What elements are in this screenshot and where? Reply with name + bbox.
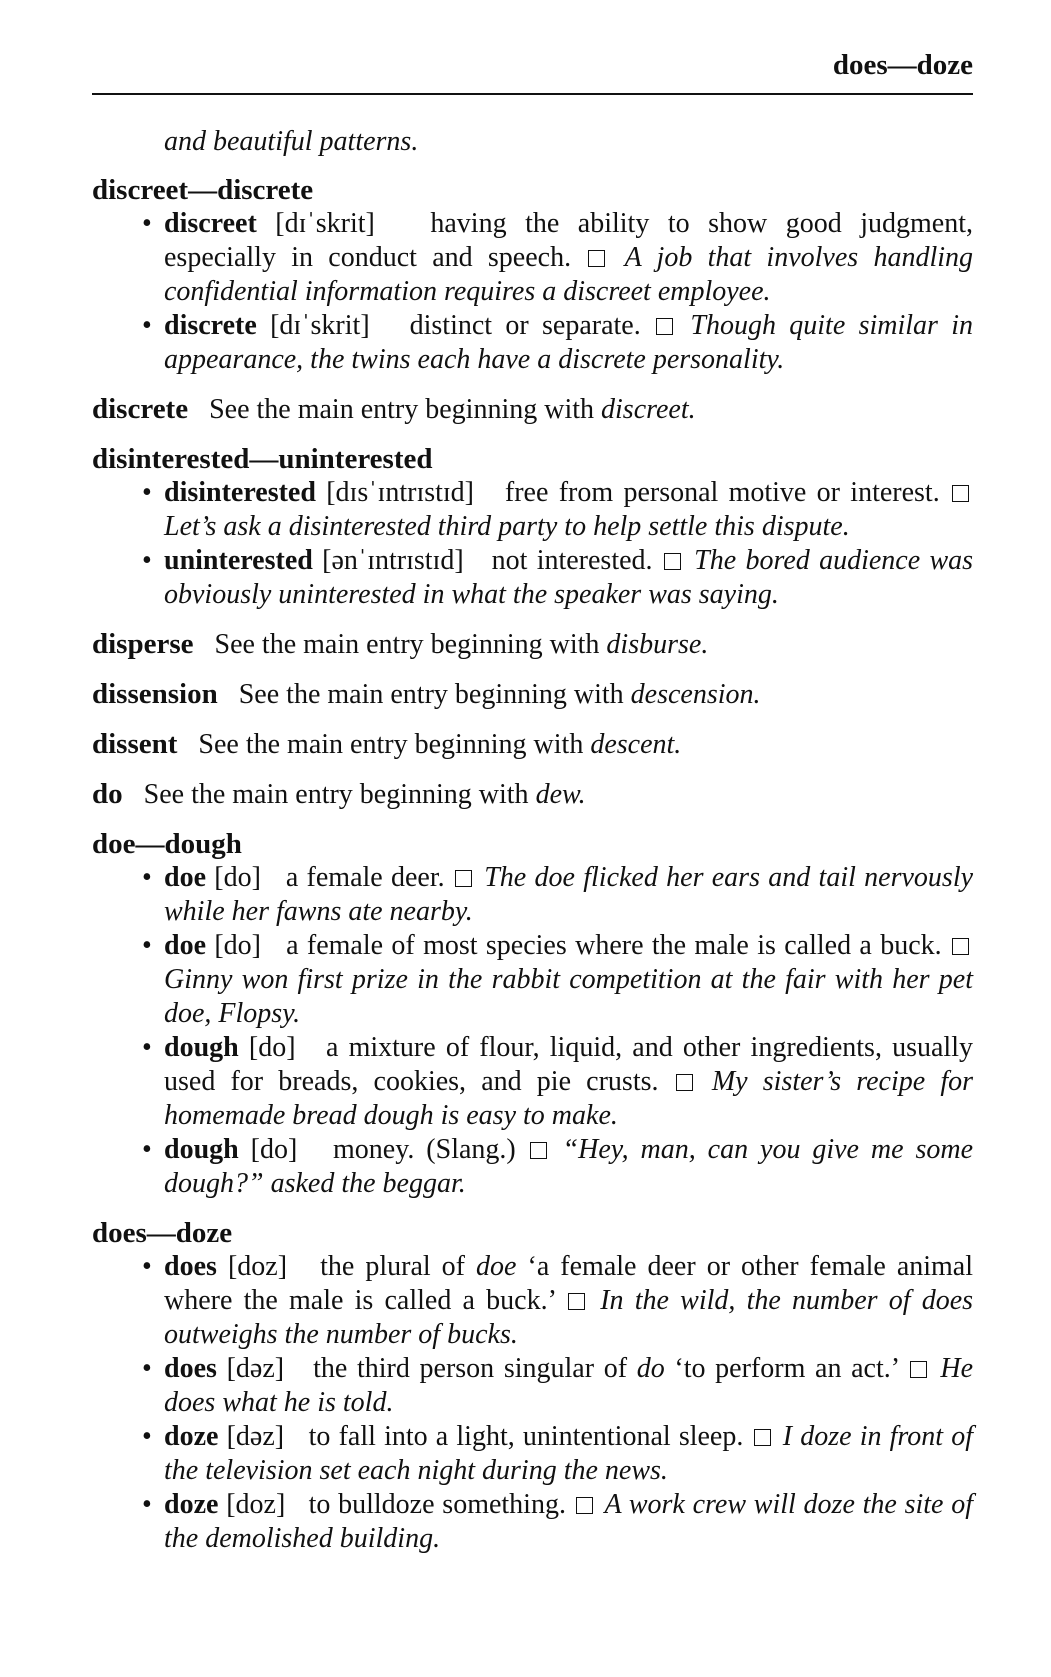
- definition: a female deer.: [285, 862, 445, 893]
- headword: doe—dough: [92, 828, 242, 860]
- definition: the third person singular of: [313, 1353, 628, 1384]
- continuation-text: and beautiful patterns.: [164, 126, 419, 157]
- example-box-icon: [576, 1497, 593, 1514]
- example-box-icon: [676, 1074, 693, 1091]
- sense: [164, 1352, 973, 1420]
- see-target: descension.: [630, 679, 761, 710]
- pronunciation: [dəz]: [226, 1421, 285, 1452]
- sense-word: uninterested: [164, 545, 313, 576]
- headword: discrete: [92, 393, 189, 425]
- definition: distinct or separate.: [409, 310, 641, 341]
- see-text: See the main entry beginning with: [198, 729, 584, 760]
- pronunciation: [do]: [250, 1134, 298, 1165]
- see-target: descent.: [590, 729, 682, 760]
- sense: [164, 1250, 973, 1352]
- example-box-icon: [656, 318, 673, 335]
- headword: disperse: [92, 628, 194, 660]
- sense-word: dough: [164, 1134, 239, 1165]
- sense: [164, 861, 973, 929]
- sense: [164, 1133, 973, 1201]
- see-text: See the main entry beginning with: [238, 679, 624, 710]
- definition: not interested.: [491, 545, 653, 576]
- example-box-icon: [455, 870, 472, 887]
- example-box-icon: [952, 938, 969, 955]
- entry-dissension: [92, 677, 973, 712]
- sense: [164, 476, 973, 544]
- entry-does-doze: [92, 1216, 973, 1556]
- entry-disinterested-uninterested: [92, 442, 973, 612]
- definition: a female of most species where the male is called a buck.: [286, 930, 942, 961]
- see-text: See the main entry beginning with: [143, 779, 529, 810]
- example-box-icon: [530, 1142, 547, 1159]
- sense: [164, 309, 973, 377]
- example: The bored audience was obviously uninterested in what the speaker was saying.: [164, 545, 974, 610]
- example-box-icon: [568, 1293, 585, 1310]
- example: In the wild, the number of does outweighs the number of bucks.: [164, 1285, 974, 1350]
- definition: a mixture of flour, liquid, and other ingredients, usually used for breads, cookies, and pie crusts.: [164, 1032, 973, 1097]
- example: Ginny won first prize in the rabbit competition at the fair with her pet doe, Flopsy.: [164, 964, 973, 1029]
- definition: money. (Slang.): [333, 1134, 516, 1165]
- example-box-icon: [952, 485, 969, 502]
- see-text: See the main entry beginning with: [209, 394, 595, 425]
- sense-word: does: [164, 1353, 217, 1384]
- sense-word: discrete: [164, 310, 257, 341]
- pronunciation: [doz]: [226, 1489, 286, 1520]
- headword: does—doze: [92, 1217, 233, 1249]
- pronunciation: [do]: [248, 1032, 296, 1063]
- sense-word: dough: [164, 1032, 239, 1063]
- example: My sister’s recipe for homemade bread dough is easy to make.: [164, 1066, 974, 1131]
- sense-word: doe: [164, 930, 206, 961]
- sense-word: discreet: [164, 208, 257, 239]
- pronunciation: [dɪˈskrit]: [270, 310, 370, 341]
- sense: [164, 929, 973, 1031]
- sense: [164, 207, 973, 309]
- entry-disperse: [92, 627, 973, 662]
- definition: free from personal motive or interest.: [504, 477, 940, 508]
- pronunciation: [dəz]: [226, 1353, 285, 1384]
- example: I doze in front of the television set each night during the news.: [164, 1421, 974, 1486]
- sense: [164, 1488, 973, 1556]
- see-target: disburse.: [606, 629, 709, 660]
- sense-word: does: [164, 1251, 217, 1282]
- example: The doe flicked her ears and tail nervously while her fawns ate nearby.: [164, 862, 974, 927]
- see-target: discreet.: [601, 394, 696, 425]
- example: Though quite similar in appearance, the twins each have a discrete personality.: [164, 310, 974, 375]
- example-box-icon: [588, 250, 605, 267]
- pronunciation: [do]: [214, 862, 261, 893]
- example-box-icon: [754, 1429, 771, 1446]
- entry-do: [92, 777, 973, 812]
- definition-italic: do: [636, 1353, 665, 1384]
- entries: [92, 125, 973, 1571]
- example: “Hey, man, can you give me some dough?” asked the beggar.: [164, 1134, 973, 1199]
- definition: to bulldoze something.: [308, 1489, 566, 1520]
- see-target: dew.: [535, 779, 586, 810]
- definition-italic: doe: [476, 1251, 517, 1282]
- sense: [164, 1420, 973, 1488]
- sense-word: disinterested: [164, 477, 316, 508]
- definition: to fall into a light, unintentional sleep.: [308, 1421, 744, 1452]
- sense-word: doze: [164, 1421, 219, 1452]
- see-text: See the main entry beginning with: [214, 629, 600, 660]
- entry-dissent: [92, 727, 973, 762]
- pronunciation: [doz]: [227, 1251, 288, 1282]
- definition: the plural of: [320, 1251, 466, 1282]
- definition-rest: ‘a female deer or other female animal where the male is called a buck.’: [164, 1251, 974, 1316]
- example: A work crew will doze the site of the demolished building.: [164, 1489, 974, 1554]
- example: Let’s ask a disinterested third party to help settle this dispute.: [164, 511, 850, 542]
- headword: dissent: [92, 728, 178, 760]
- entry-doe-dough: [92, 827, 973, 1201]
- entry-discrete: [92, 392, 973, 427]
- pronunciation: [ənˈɪntrɪstɪd]: [322, 545, 464, 576]
- example-box-icon: [910, 1361, 927, 1378]
- headword: disinterested—uninterested: [92, 443, 433, 475]
- running-head: does—doze: [832, 49, 973, 81]
- definition-rest: ‘to perform an act.’: [674, 1353, 899, 1384]
- entry-discreet-discrete: [92, 173, 973, 377]
- headword: do: [92, 778, 123, 810]
- sense: [164, 544, 973, 612]
- pronunciation: [dɪsˈɪntrɪstɪd]: [326, 477, 474, 508]
- pronunciation: [dɪˈskrit]: [275, 208, 375, 239]
- example-box-icon: [664, 553, 681, 570]
- header-rule: [92, 93, 973, 95]
- sense-word: doe: [164, 862, 206, 893]
- pronunciation: [do]: [214, 930, 262, 961]
- headword: dissension: [92, 678, 218, 710]
- definition: having the ability to show good judgment, especially in conduct and speech.: [164, 208, 974, 273]
- sense: [164, 1031, 973, 1133]
- headword: discreet—discrete: [92, 174, 314, 206]
- example: He does what he is told.: [164, 1353, 974, 1418]
- sense-word: doze: [164, 1489, 219, 1520]
- example: A job that involves handling confidential information requires a discreet employee.: [164, 242, 974, 307]
